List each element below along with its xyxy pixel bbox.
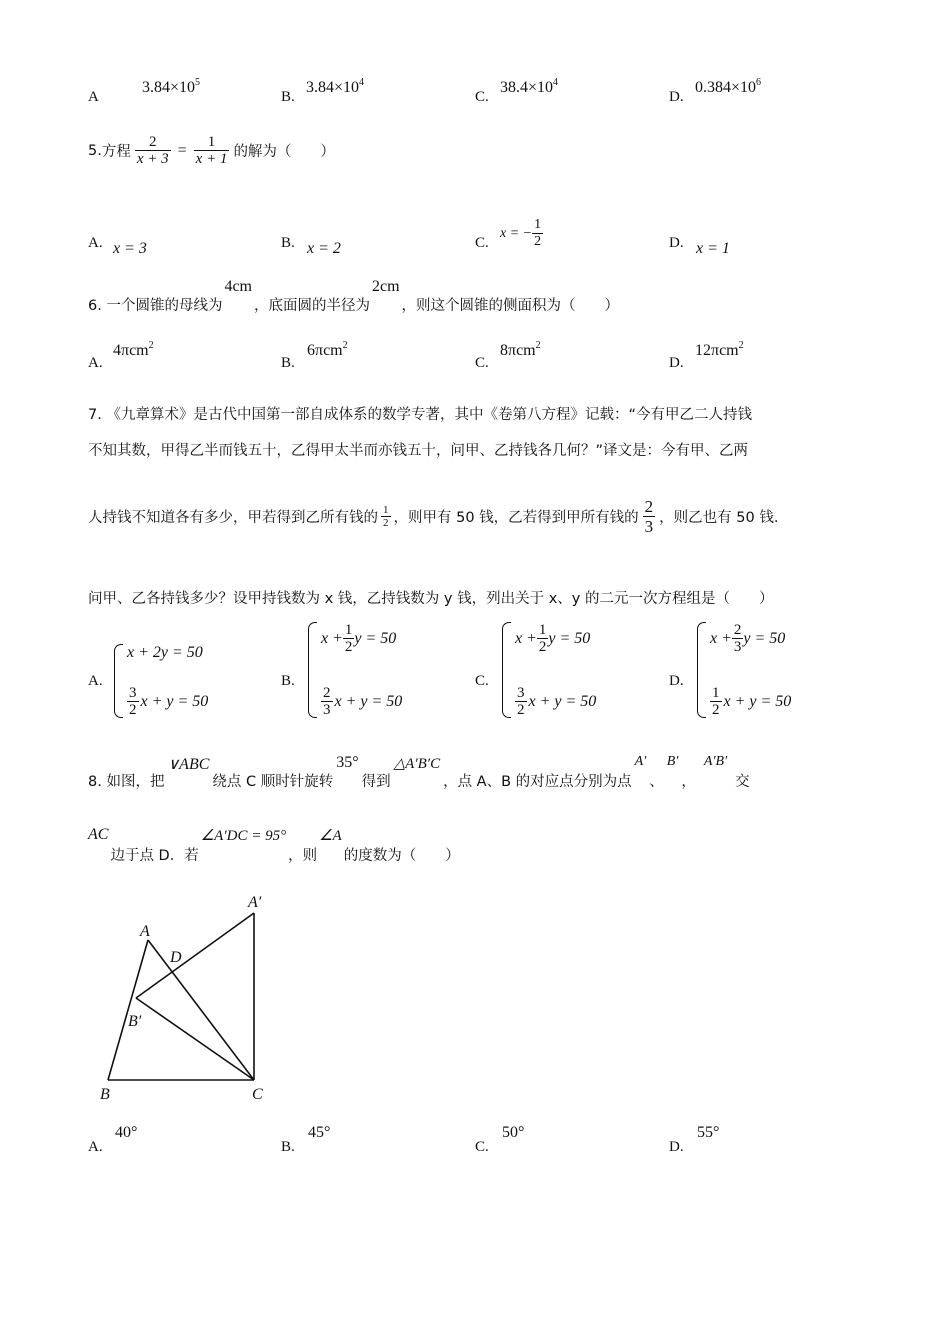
q7-option-c-eq1: x + $\frac{1}{2}$ y = 50 <box>515 622 591 655</box>
q6-option-b-value: 6πcm$^2$ <box>307 340 348 359</box>
q5-lhs-den: x + 3 <box>136 151 169 167</box>
q4-option-b-label: B. <box>281 89 295 105</box>
q4-option-c-label: C. <box>475 89 489 105</box>
q7-option-a-system <box>114 644 208 718</box>
q7-option-b-label: B. <box>281 673 295 689</box>
label-c: C <box>252 1086 263 1103</box>
q8-point-b-prime: B′ <box>666 754 679 769</box>
q5-option-b-value: x = 2 <box>307 240 341 257</box>
q6-option-b-label: B. <box>281 355 295 371</box>
segment-ac <box>148 940 254 1080</box>
q5-lhs-fraction <box>135 134 171 167</box>
q4-option-a-label: A <box>88 89 99 105</box>
q5-option-d-value: x = 1 <box>696 240 730 257</box>
q7-half-fraction: $\frac{1}{2}$ <box>383 504 389 529</box>
q7-option-b-eq2: $\frac{2}{3}$ x + y = 50 <box>323 685 403 718</box>
q7-line-2: 不知其数，甲得乙半而钱五十，乙得甲太半而亦钱五十，问甲、乙持钱各几何？”译文是：今有甲、乙两 <box>88 443 749 459</box>
q4-option-a-value: $3.84\times 10^5$ <box>142 77 201 96</box>
q7-option-c-label: C. <box>475 673 489 689</box>
q5-option-c-fraction: $\frac{1}{2}$ <box>534 217 542 249</box>
q7-option-a-eq2: $\frac{3}{2}$ x + y = 50 <box>129 685 209 718</box>
q8-stem-line-1: 8. 如图，把 ∨ABC 绕点 C 顺时针旋转 35° 得到 △A′B′C ，点 A、B 的对应点分别为点 A′ 、 B′ ， A′B′ 交 <box>88 754 750 790</box>
q8-condition: ∠A′DC = 95° <box>200 828 287 844</box>
q5-rhs-den: x + 1 <box>195 151 228 167</box>
q5-prefix: 方程 <box>101 144 131 160</box>
q7-option-b-system <box>308 622 402 718</box>
q8-option-d-label: D. <box>669 1139 684 1155</box>
q4-option-d-label: D. <box>669 89 684 105</box>
q6-stem <box>88 278 619 315</box>
q8-geometry-figure <box>90 885 290 1110</box>
q7-line-3a: 人持钱不知道各有多少，甲若得到乙所有钱的 <box>88 510 378 526</box>
q6-option-a-label: A. <box>88 355 103 371</box>
q8-part2: 绕点 C 顺时针旋转 <box>212 774 334 790</box>
q6-option-c-value: 8πcm$^2$ <box>500 340 541 359</box>
q7-line-3b: ，则甲有 50 钱，乙若得到甲所有钱的 <box>393 510 639 526</box>
q7-option-d-label: D. <box>669 673 684 689</box>
q8-part4: ，点 A、B 的对应点分别为点 <box>443 774 632 790</box>
q6-part2: ，底面圆的半径为 <box>254 298 370 314</box>
q8-option-d-value: 55° <box>697 1124 720 1141</box>
q6-option-c-label: C. <box>475 355 489 371</box>
q5-option-c-value <box>500 217 543 250</box>
q6-part1: 6. 一个圆锥的母线为 <box>88 298 223 314</box>
q5-suffix: 的解为（ ） <box>233 144 335 160</box>
q5-lhs-num: 2 <box>148 134 157 150</box>
q7-option-c-eq2: $\frac{3}{2}$ x + y = 50 <box>517 685 597 718</box>
q7-option-d-system <box>697 622 791 718</box>
q5-option-b-label: B. <box>281 235 295 251</box>
q8-rotation-angle: 35° <box>336 754 359 771</box>
q7-line-3 <box>88 497 778 536</box>
q7-option-a-eq1: x + 2y = 50 <box>127 644 203 661</box>
q8-option-a-value: 40° <box>115 1124 138 1141</box>
q5-option-a-label: A. <box>88 235 103 251</box>
label-a: A <box>140 923 150 940</box>
q7-line-1: 7. 《九章算术》是古代中国第一部自成体系的数学专著，其中《卷第八方程》记载：“今有甲乙二人持钱 <box>88 407 752 423</box>
q7-option-d-eq1: x + $\frac{2}{3}$ y = 50 <box>710 622 786 655</box>
q8-triangle-abc: ∨ABC <box>167 756 210 773</box>
q5-number: 5. <box>88 142 102 159</box>
q5-rhs-fraction <box>194 134 230 167</box>
q5-option-a-value: x = 3 <box>113 240 147 257</box>
q8-option-a-label: A. <box>88 1139 103 1155</box>
label-d: D <box>170 949 182 966</box>
q8-option-b-label: B. <box>281 1139 295 1155</box>
q7-option-a-label: A. <box>88 673 103 689</box>
q8-asked-angle: ∠A <box>319 828 342 844</box>
q4-option-d-value: $0.384\times 10^6$ <box>695 77 762 96</box>
q8-option-c-value: 50° <box>502 1124 525 1141</box>
q7-option-d-eq2: $\frac{1}{2}$ x + y = 50 <box>712 685 792 718</box>
q5-rhs-num: 1 <box>207 134 216 150</box>
label-b: B <box>100 1086 110 1103</box>
label-b-prime: B′ <box>128 1013 142 1030</box>
q8-segment-ac: AC <box>88 826 109 843</box>
q8-option-c-label: C. <box>475 1139 489 1155</box>
q6-part3: ，则这个圆锥的侧面积为（ ） <box>401 298 620 314</box>
q5-option-c-prefix: x = − <box>500 225 533 241</box>
q6-option-d-label: D. <box>669 355 684 371</box>
q8-option-b-value: 45° <box>308 1124 331 1141</box>
q8-part3: 得到 <box>361 774 391 790</box>
label-a-prime: A′ <box>248 894 262 911</box>
q6-slant-length: 4cm <box>224 278 252 295</box>
q8-stem-line-2: AC 边于点 D．若 ∠A′DC = 95° ，则 ∠A 的度数为（ ） <box>88 826 460 864</box>
q5-option-d-label: D. <box>669 235 684 251</box>
q7-option-c-system <box>502 622 596 718</box>
q5-stem: 5. 方程 $\frac{2}{x + 3}$ = $\frac{1}{x + 1}$ 的解为（ ） <box>88 134 335 167</box>
segment-b-prime-c <box>136 998 254 1080</box>
segment-ba <box>108 940 148 1080</box>
q7-option-b-eq1: x + $\frac{1}{2}$ y = 50 <box>321 622 397 655</box>
q8-part1: 8. 如图，把 <box>88 774 165 790</box>
q5-option-c-label: C. <box>475 235 489 251</box>
q7-two-thirds-fraction: $\frac{2}{3}$ <box>644 497 654 536</box>
q6-option-d-value: 12πcm$^2$ <box>695 340 744 359</box>
q7-line-4: 问甲、乙各持钱多少？设甲持钱数为 x 钱，乙持钱数为 y 钱，列出关于 x、y 的二元一次方程组是（ ） <box>88 591 774 607</box>
q6-radius: 2cm <box>372 278 400 295</box>
q7-line-3c: ，则乙也有 50 钱. <box>659 510 779 526</box>
segment-a-prime-b-prime <box>136 913 254 998</box>
q8-triangle-a-prime: △A′B′C <box>393 756 441 772</box>
q4-option-b-value: $3.84\times 10^4$ <box>306 77 365 96</box>
q6-option-a-value: 4πcm$^2$ <box>113 340 154 359</box>
q8-segment-a-b-prime: A′B′ <box>703 754 728 769</box>
q4-option-c-value: $38.4\times 10^4$ <box>500 77 559 96</box>
q8-point-a-prime: A′ <box>634 754 647 769</box>
